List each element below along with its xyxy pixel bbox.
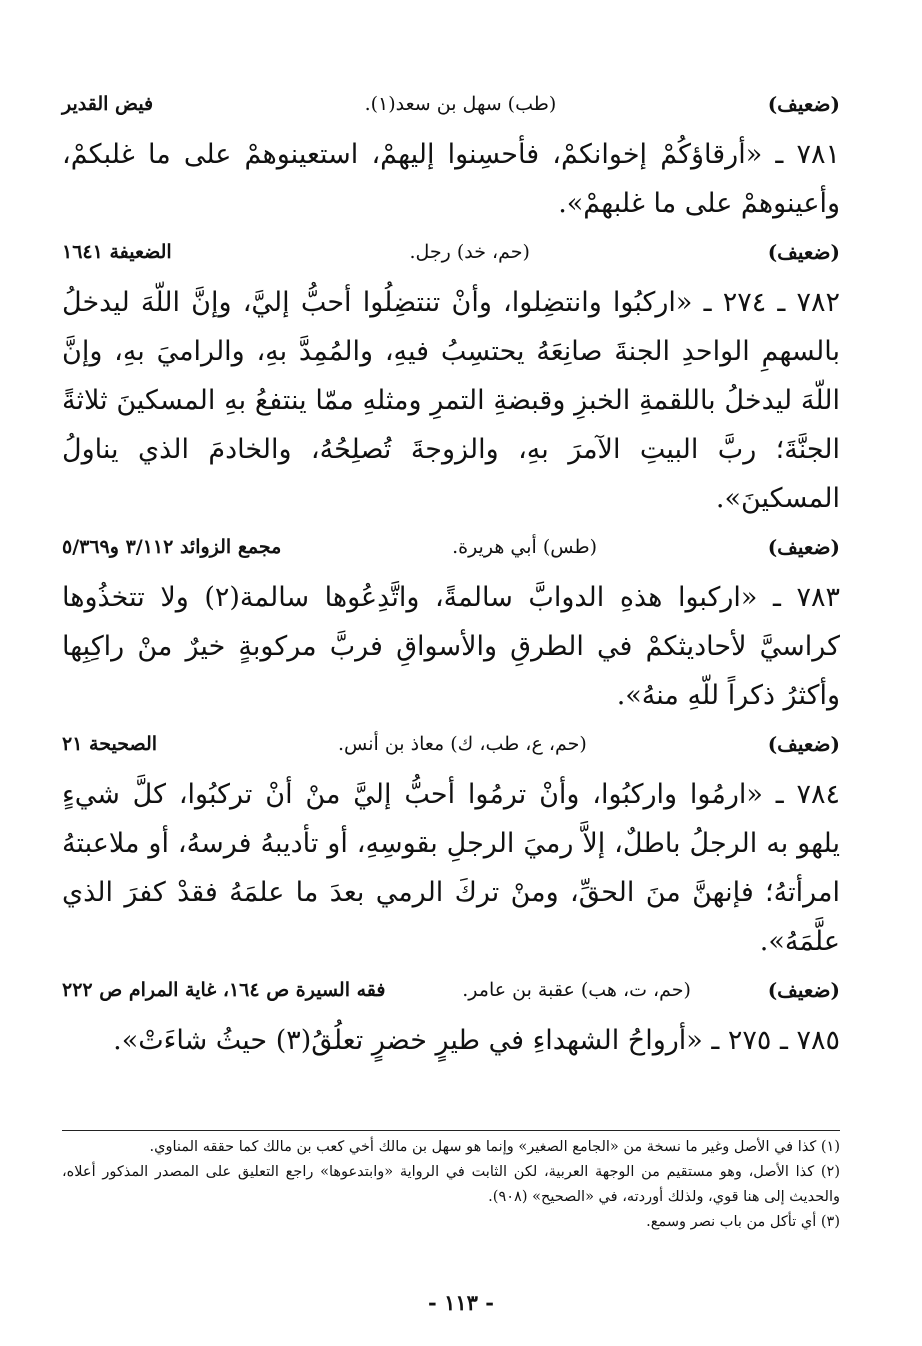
reference: مجمع الزوائد ٣/١١٢ و٥/٣٦٩ bbox=[62, 536, 282, 558]
reference: الصحيحة ٢١ bbox=[62, 733, 158, 755]
reference: فقه السيرة ص ١٦٤، غاية المرام ص ٢٢٢ bbox=[62, 979, 386, 1001]
grade-line-782 bbox=[62, 527, 840, 567]
hadith-785: ٧٨٥ ـ ٢٧٥ ـ «أرواحُ الشهداءِ في طيرٍ خضرٍ تعلُقُ(٣) حيثُ شاءَتْ». bbox=[113, 1025, 840, 1056]
page-body bbox=[62, 84, 840, 1069]
source-citation: (طس) أبي هريرة. bbox=[452, 536, 597, 558]
footnote-2: (٢) كذا الأصل، وهو مستقيم من الوجهة العربية، لكن الثابت في الرواية «وابتدعوها» راجع التعليق على المصدر المذكور أعلاه، والحديث إلى هنا قوي، ولذلك أوردته، في «الصحيح» (٩٠٨). bbox=[62, 1164, 840, 1205]
page-number: - ١١٣ - bbox=[428, 1290, 494, 1315]
hadith-781: ٧٨١ ـ «أرقاؤكُمْ إخوانكمْ، فأحسِنوا إليهمْ، استعينوهمْ على ما غلبكمْ، وأعينوهمْ على ما غلبهمْ». bbox=[62, 139, 840, 219]
hadith-783: ٧٨٣ ـ «اركبوا هذهِ الدوابَّ سالمةً، واتَّدِعُوها سالمة(٢) ولا تتخذُوها كراسيَّ لأحاديثكمْ في الطرقِ والأسواقِ فربَّ مركوبةٍ خيرٌ منْ راكِبِها وأكثرُ ذكراً للّهِ منهُ». bbox=[62, 582, 841, 711]
reference: الضعيفة ١٦٤١ bbox=[62, 241, 172, 263]
source-citation: (حم، ت، هب) عقبة بن عامر. bbox=[462, 979, 691, 1001]
hadith-784: ٧٨٤ ـ «ارمُوا واركبُوا، وأنْ ترمُوا أحبُّ إليَّ منْ أنْ تركبُوا، كلَّ شيءٍ يلهو به الرجلُ باطلٌ، إلاَّ رميَ الرجلِ بقوسِهِ، أو تأديبهُ فرسهُ، أو ملاعبتهُ امرأتهُ؛ فإنهنَّ منَ الحقِّ، ومنْ تركَ الرمي بعدَ ما علمَهُ فقدْ كفرَ الذي علَّمَهُ». bbox=[62, 779, 840, 957]
footnotes bbox=[62, 1130, 840, 1235]
grade-label: (ضعيف) bbox=[767, 732, 840, 756]
grade-label: (ضعيف) bbox=[767, 535, 840, 559]
footnote-3: (٣) أي تأكل من باب نصر وسمع. bbox=[646, 1214, 840, 1230]
source-citation: (طب) سهل بن سعد(١). bbox=[364, 93, 557, 115]
source-citation: (حم، ع، طب، ك) معاذ بن أنس. bbox=[337, 733, 587, 755]
grade-line-784 bbox=[62, 970, 840, 1010]
grade-line-783 bbox=[62, 724, 840, 764]
hadith-782: ٧٨٢ ـ ٢٧٤ ـ «اركبُوا وانتضِلوا، وأنْ تنتضِلُوا أحبُّ إليَّ، وإنَّ اللّهَ ليدخلُ بالسهمِ الواحدِ الجنةَ صانِعَهُ يحتسِبُ فيهِ، والمُمِدَّ بهِ، والراميَ بهِ، وإنَّ اللّهَ ليدخلُ باللقمةِ الخبزِ وقبضةِ التمرِ ومثلهِ ممّا ينتفعُ بهِ المسكينَ ثلاثةً الجنَّةَ؛ ربَّ البيتِ الآمرَ بهِ، والزوجةَ تُصلِحُهُ، والخادمَ الذي يناولُ المسكينَ». bbox=[62, 287, 840, 514]
footnote-1: (١) كذا في الأصل وغير ما نسخة من «الجامع الصغير» وإنما هو سهل بن مالك أخي كعب بن مالك كما حققه المناوي. bbox=[149, 1139, 840, 1155]
source-citation: (حم، خد) رجل. bbox=[409, 241, 530, 263]
grade-line-1 bbox=[62, 84, 840, 124]
grade-label: (ضعيف) bbox=[767, 978, 840, 1002]
grade-line-781 bbox=[62, 232, 840, 272]
grade-label: (ضعيف) bbox=[767, 240, 840, 264]
grade-label: (ضعيف) bbox=[767, 92, 840, 116]
reference: فيض القدير bbox=[62, 93, 154, 115]
